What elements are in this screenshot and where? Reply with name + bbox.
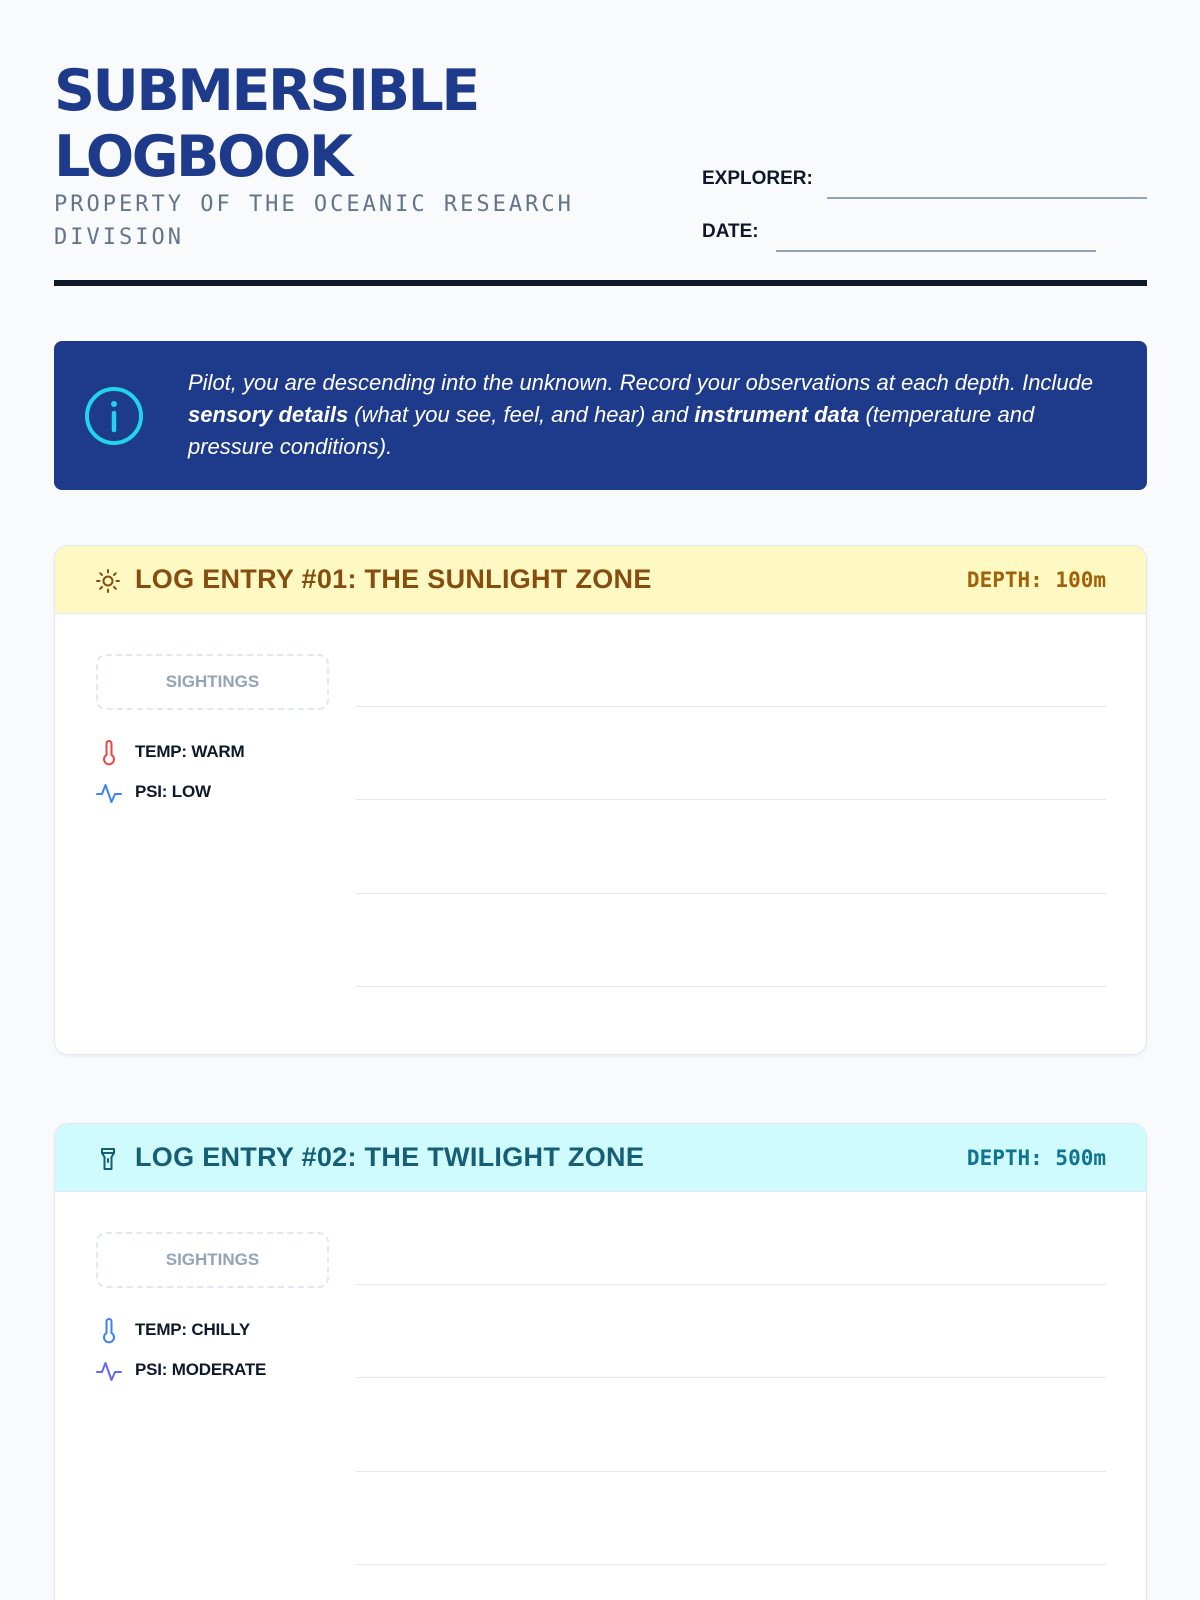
logbook-page xyxy=(54,0,1147,1600)
log-entry-card xyxy=(54,545,1147,1055)
header-divider xyxy=(54,280,1147,286)
date-label: DATE: xyxy=(702,221,759,242)
temperature-reading: TEMP: WARM xyxy=(135,742,245,761)
writing-line[interactable] xyxy=(356,893,1106,894)
explorer-label: EXPLORER: xyxy=(702,168,813,189)
flashlight-icon xyxy=(95,1146,121,1172)
page-subtitle: PROPERTY OF THE OCEANIC RESEARCH DIVISION xyxy=(54,192,574,250)
pulse-icon xyxy=(95,779,123,807)
temperature-reading: TEMP: CHILLY xyxy=(135,1320,251,1339)
explorer-field[interactable] xyxy=(827,197,1147,199)
writing-line[interactable] xyxy=(356,1377,1106,1378)
log-entry-card xyxy=(54,1123,1147,1600)
writing-line[interactable] xyxy=(356,1564,1106,1565)
info-circle-icon xyxy=(83,385,145,447)
instructions-text: Pilot, you are descending into the unknown. Record your observations at each depth. Include sensory details (what you see, feel, and hear) and instrument data (temperature and pressure conditions). xyxy=(188,370,1094,459)
instructions-banner xyxy=(54,341,1147,490)
page-title: SUBMERSIBLE LOGBOOK xyxy=(54,58,478,190)
writing-line[interactable] xyxy=(356,1471,1106,1472)
pulse-icon xyxy=(95,1357,123,1385)
writing-line[interactable] xyxy=(356,706,1106,707)
writing-line[interactable] xyxy=(356,799,1106,800)
sightings-box[interactable]: SIGHTINGS xyxy=(96,654,329,710)
writing-line[interactable] xyxy=(356,1284,1106,1285)
sun-icon xyxy=(95,568,121,594)
log-entry-header xyxy=(55,1124,1146,1192)
pressure-reading: PSI: MODERATE xyxy=(135,1360,267,1379)
pressure-reading: PSI: LOW xyxy=(135,782,211,801)
log-entry-title: LOG ENTRY #01: THE SUNLIGHT ZONE xyxy=(135,564,652,594)
depth-readout: DEPTH: 500m xyxy=(966,1146,1106,1170)
page-header xyxy=(54,56,1147,286)
date-field[interactable] xyxy=(776,250,1096,252)
depth-readout: DEPTH: 100m xyxy=(966,568,1106,592)
thermometer-icon xyxy=(95,1317,123,1345)
sightings-box[interactable]: SIGHTINGS xyxy=(96,1232,329,1288)
thermometer-icon xyxy=(95,739,123,767)
writing-line[interactable] xyxy=(356,986,1106,987)
log-entry-header xyxy=(55,546,1146,614)
log-entry-title: LOG ENTRY #02: THE TWILIGHT ZONE xyxy=(135,1142,645,1172)
